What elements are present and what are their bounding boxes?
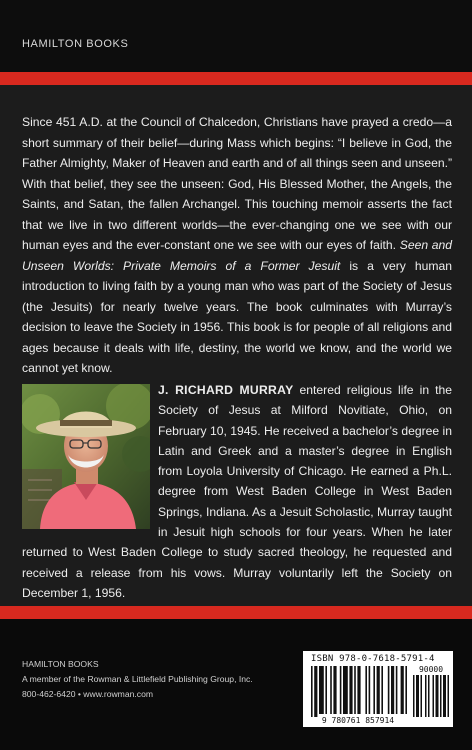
barcode-bar (314, 666, 317, 717)
barcode-bar (340, 666, 342, 714)
barcode-bar (388, 666, 390, 714)
barcode-bar (391, 666, 394, 714)
barcode-bar (365, 666, 367, 714)
author-bio (22, 380, 452, 603)
description-text-2: is a very human introduction to living faith by a young man who was part of the Society of Jesus (the Jesuits) for nearly twelve years. The book culminates with Murray’s decision to leave the Society in 1956. This book is for people of all religions and ages because it deals with life, destiny, the world we know, and the world we cannot yet know. (22, 258, 452, 375)
addon-bar (416, 675, 419, 717)
barcode-panel (303, 651, 453, 727)
barcode-bar (373, 666, 375, 714)
barcode-bar (330, 666, 332, 714)
barcode-bar (369, 666, 371, 714)
barcode-bar (333, 666, 336, 714)
barcode-bar (319, 666, 324, 714)
addon-bar (448, 675, 450, 717)
barcode-bar (401, 666, 404, 714)
isbn-label: ISBN 978-0-7618-5791-4 (311, 654, 435, 664)
price-code-text: 90000 (418, 665, 444, 674)
footer-member-line: A member of the Rowman & Littlefield Publishing Group, Inc. (22, 674, 253, 684)
ean-barcode-bars (311, 666, 407, 717)
ean-digits-text: 9 780761 857914 (321, 716, 395, 725)
book-description (22, 112, 452, 379)
barcode-bar (405, 666, 407, 714)
addon-bar (433, 675, 435, 717)
addon-bar (440, 675, 442, 717)
barcode-bar (325, 666, 327, 714)
photo-spacer (22, 380, 158, 526)
addon-bar (421, 675, 423, 717)
author-bio-text: entered religious life in the Society of Jesus at Milford Novitiate, Ohio, on February 10, 1945. He received a bachelor’s degree in Latin and Greek and a master’s degree in English from Loyola University of Chicago. He earned a Ph.L. degree from West Baden College in West Baden Springs, Indiana. As a Jesuit Scholastic, Murray taught in Jesuit high schools for four years. When he later returned to West Baden College to study sacred theology, he requested and received a release from his vows. Murray voluntarily left the Society on December 1, 1956. (22, 383, 452, 600)
addon-bar (436, 675, 439, 717)
addon-bar (425, 675, 427, 717)
barcode-bar (396, 666, 398, 714)
barcode-bar (377, 666, 380, 714)
top-band (0, 0, 472, 72)
description-text-1: Since 451 A.D. at the Council of Chalcedon, Christians have prayed a credo—a short summary of their belief—during Mass which begins: “I believe in God, the Father Almighty, Maker of Heaven and earth and of all things seen and unseen.” With that belief, they see the unseen: God, His Blessed Mother, the Angels, the Saints, and Satan, the fallen Archangel. This touching memoir asserts the fact that we live in two different worlds—the ever-changing one we see with our human eyes and the ever-constant one we see with our eyes of faith. (22, 115, 452, 252)
footer-contact-line: 800-462-6420 • www.rowman.com (22, 689, 154, 699)
publisher-name-top: HAMILTON BOOKS (22, 38, 129, 50)
footer-publisher-name: HAMILTON BOOKS (22, 659, 99, 669)
barcode-bar (357, 666, 360, 714)
price-addon-bars (413, 675, 449, 717)
bottom-red-stripe (0, 606, 472, 619)
addon-bar (428, 675, 430, 717)
author-name: J. RICHARD MURRAY (158, 383, 294, 397)
barcode-bar (349, 666, 352, 714)
barcode-bar (381, 666, 383, 714)
barcode-bar (343, 666, 348, 714)
book-title: Seen and Unseen Worlds: Private Memoirs of a Former Jesuit (22, 238, 452, 273)
top-red-stripe (0, 72, 472, 85)
barcode-bar (354, 666, 356, 714)
addon-bar (413, 675, 415, 717)
barcode-image (303, 651, 453, 727)
barcode-bar (311, 666, 313, 717)
addon-bar (443, 675, 446, 717)
